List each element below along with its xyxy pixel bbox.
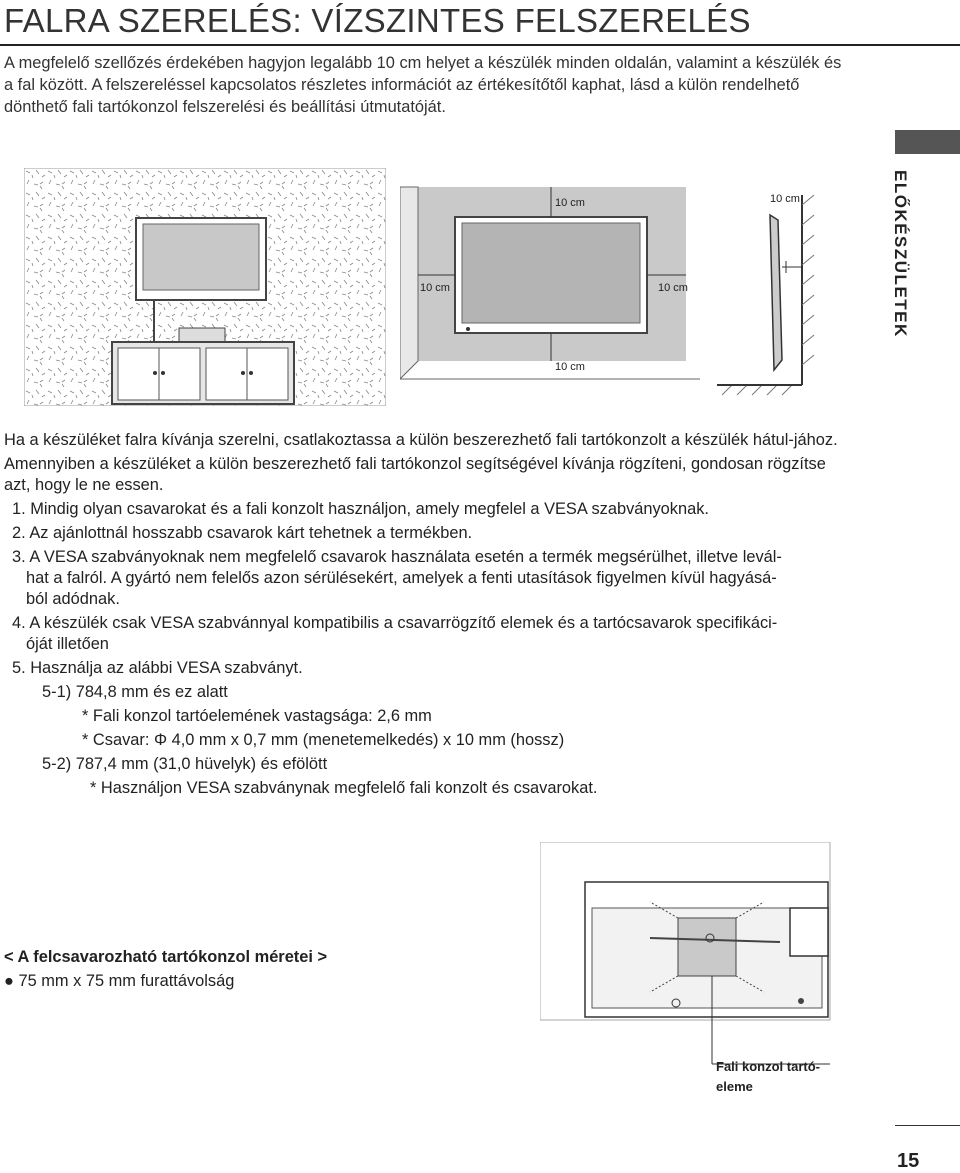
list-item-1: 1. Mindig olyan csavarokat és a fali konzolt használjon, amely megfelel a VESA szabványoknak. [12,500,709,518]
clearance-wall-label: 10 cm [770,193,800,205]
clearance-side-illustration [712,185,832,400]
list-item-4-line-1: 4. A készülék csak VESA szabvánnyal kompatibilis a csavarrögzítő elemek és a tartócsavarok specifikáci- [12,614,778,632]
clearance-front-illustration [400,185,700,385]
intro-paragraph: A megfelelő szellőzés érdekében hagyjon legalább 10 cm helyet a készülék minden oldalán, valamint a készülék és a fal között. A felszereléssel kapcsolatos részletes információt az értékesítőtől kaphat, lásd a külön rendelhető dönthető fali tartókonzol felszerelési és beállítási útmutatóját. [4,54,842,116]
clearance-bottom-label: 10 cm [555,361,585,373]
list-item-5-2-a: * Használjon VESA szabványnak megfelelő fali konzolt és csavarokat. [90,779,598,797]
clearance-top-label: 10 cm [555,197,585,209]
section-tab [880,170,920,360]
instructions [4,430,844,802]
list-item-3-line-1: 3. A VESA szabványoknak nem megfelelő csavarok használata esetén a termék megsérülhet, illetve levál- [12,548,782,566]
page-number-rule [895,1125,960,1126]
list-item-3-line-2: hat a falról. A gyártó nem felelős azon sérülésekért, amelyek a fenti utasítások figyelmen kívül hagyásá- [26,569,777,587]
list-item-5-1-b: * Csavar: Φ 4,0 mm x 0,7 mm (menetemelkedés) x 10 mm (hossz) [82,731,565,749]
instruction-paragraph-2: Amennyiben a készüléket a külön beszerezhető fali tartókonzol segítségével kívánja rögzíteni, gondosan rögzítse azt, hogy le ne essen. [4,455,826,494]
wall-bracket-label: Fali konzol tartó-eleme [716,1059,820,1094]
list-item-2: 2. Az ajánlottnál hosszabb csavarok kárt tehetnek a termékben. [12,524,473,542]
page-title: FALRA SZERELÉS: VÍZSZINTES FELSZERELÉS [4,2,751,39]
tv-on-wall-illustration [24,168,386,406]
list-item-4-line-2: óját illetően [26,635,109,653]
clearance-left-label: 10 cm [420,282,450,294]
clearance-right-label: 10 cm [658,282,688,294]
title-rule [0,44,960,46]
tv-back-bracket-illustration [540,842,840,1072]
list-item-5: 5. Használja az alábbi VESA szabványt. [12,659,303,677]
instruction-paragraph-1: Ha a készüléket falra kívánja szerelni, csatlakoztassa a külön beszerezhető fali tartókonzolt a készülék hátul-jához. [4,431,838,449]
bracket-dimensions-item: ● 75 mm x 75 mm furattávolság [4,972,235,990]
list-item-3-line-3: ból adódnak. [26,590,120,608]
bracket-dimensions-title: < A felcsavarozható tartókonzol méretei > [4,948,328,966]
list-item-5-1-a: * Fali konzol tartóelemének vastagsága: 2,6 mm [82,707,432,725]
page-number: 15 [897,1150,920,1172]
section-tab-marker [895,130,960,154]
list-item-5-1: 5-1) 784,8 mm és ez alatt [42,683,228,701]
section-tab-label: ELŐKÉSZÜLETEK [891,170,910,338]
list-item-5-2: 5-2) 787,4 mm (31,0 hüvelyk) és efölött [42,755,328,773]
